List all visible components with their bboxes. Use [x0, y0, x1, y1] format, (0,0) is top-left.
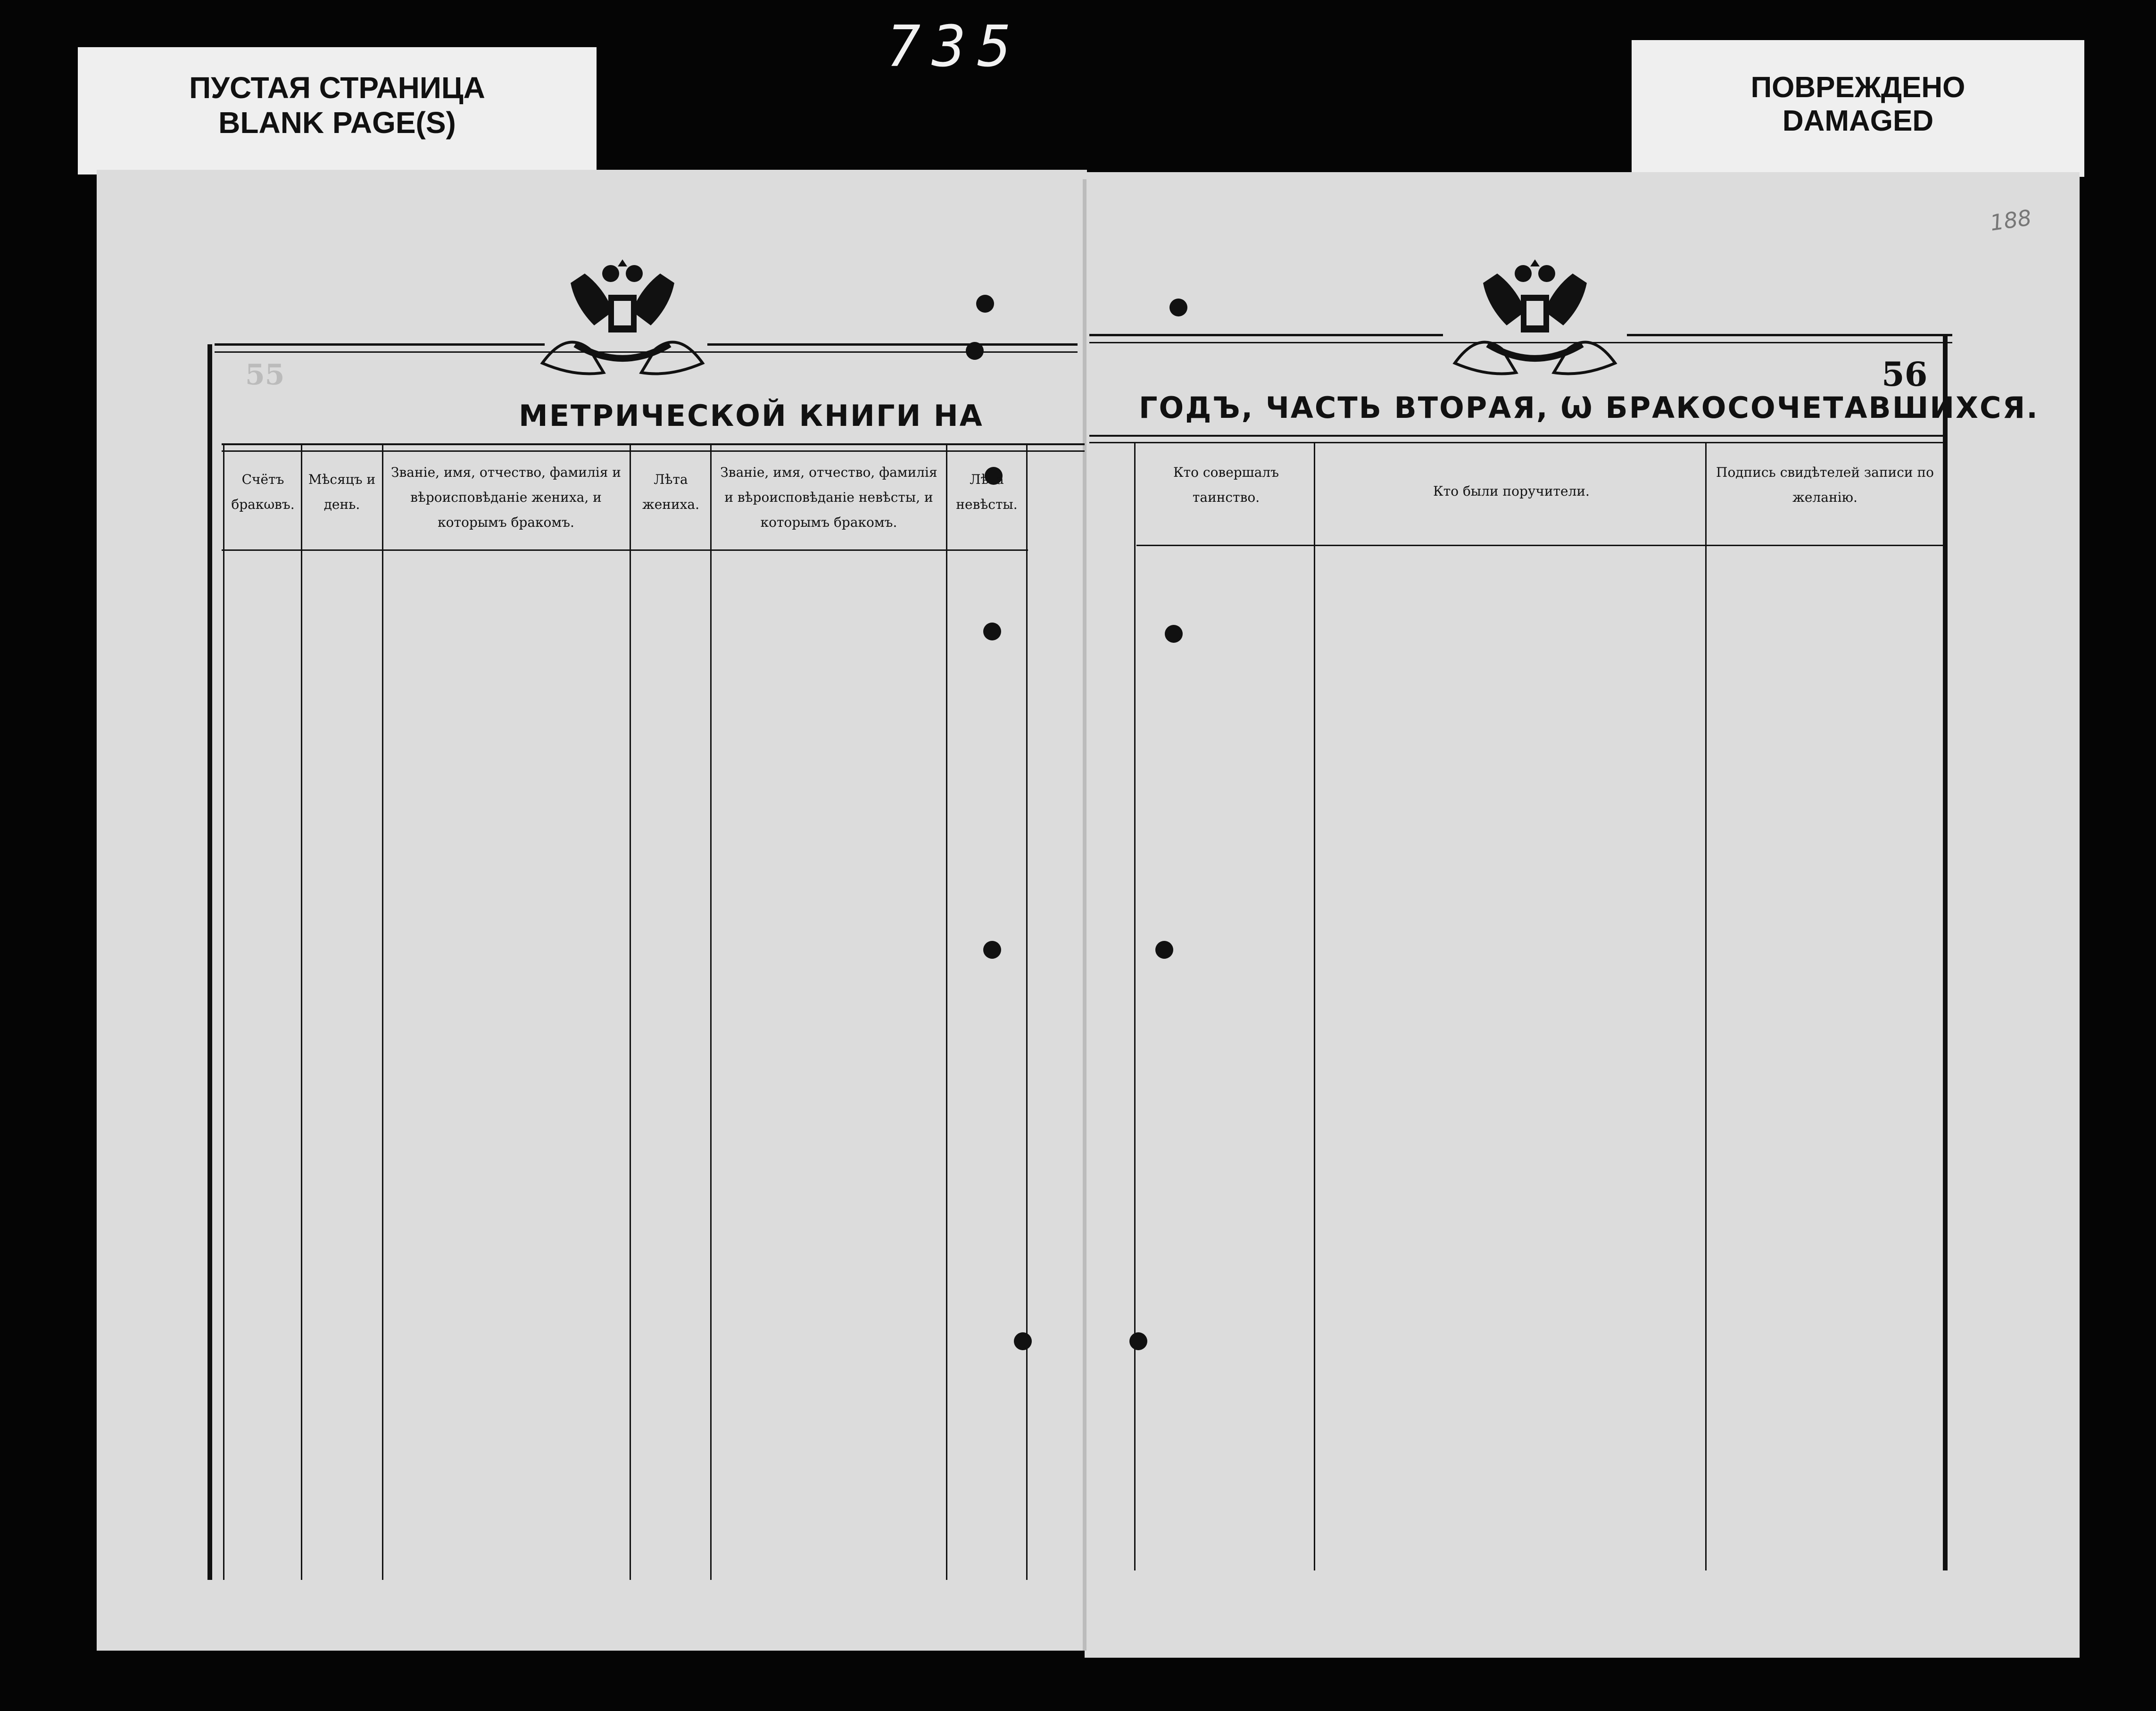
right-border-top	[1627, 334, 1952, 336]
left-border-left	[207, 344, 212, 1580]
left-page-mark: 55	[245, 358, 285, 391]
left-header-rule	[222, 443, 1085, 445]
left-header-rule	[222, 450, 1085, 452]
right-col-line	[1314, 443, 1315, 1570]
blank-page-tag-en: BLANK PAGE(S)	[218, 105, 456, 140]
blank-page-tag	[78, 47, 597, 174]
col-header-month-day: Мѣсяцъ и день.	[308, 472, 376, 513]
right-col-line	[1134, 443, 1136, 1570]
right-border-top	[1089, 334, 1443, 336]
left-col-line	[1026, 443, 1028, 1580]
punch-hole	[1165, 625, 1183, 643]
left-col-line	[223, 443, 224, 1580]
punch-hole	[983, 941, 1001, 959]
left-col-line	[946, 443, 947, 1580]
right-page-number: 56	[1882, 355, 1928, 394]
right-eagle-crest-icon	[1443, 255, 1627, 387]
col-header-officiant: Кто совершалъ таинство.	[1173, 465, 1279, 506]
col-header-bride-age: Лѣта невѣсты.	[956, 472, 1018, 513]
punch-hole	[1169, 299, 1187, 316]
punch-hole	[976, 295, 994, 313]
left-page	[97, 170, 1087, 1651]
book-spine	[1083, 179, 1086, 1651]
left-border-top	[707, 343, 1078, 346]
left-col-line	[630, 443, 631, 1580]
right-folio-number: 188	[1988, 205, 2033, 236]
punch-hole	[1129, 1332, 1147, 1350]
damaged-tag	[1632, 40, 2084, 177]
right-border-top-inner	[1089, 342, 1952, 343]
right-header-rule	[1089, 435, 1948, 437]
col-header-groom: Званіе, имя, отчество, фамилія и вѣроисповѣданіе жениха, и которымъ бракомъ.	[391, 465, 621, 531]
blank-page-tag-ru: ПУСТАЯ СТРАНИЦА	[189, 71, 485, 105]
col-header-guarantors: Кто были поручители.	[1433, 483, 1590, 499]
left-col-line	[710, 443, 712, 1580]
left-table-head-rule	[222, 549, 1028, 551]
left-col-line	[301, 443, 302, 1580]
punch-hole	[1155, 941, 1173, 959]
left-col-line	[382, 443, 383, 1580]
col-header-witness-signature: Подпись свидѣтелей записи по желанію.	[1716, 465, 1934, 506]
right-table-head-rule	[1136, 545, 1943, 546]
punch-hole	[1014, 1332, 1032, 1350]
col-header-marriage-count: Счётъ бракωвъ.	[231, 472, 295, 513]
right-page-header: ГОДЪ, ЧАСТЬ ВТОРАЯ, Ѡ БРАКОСОЧЕТАВШИХСЯ.	[1139, 390, 2039, 425]
damaged-tag-ru: ПОВРЕЖДЕНО	[1750, 71, 1965, 104]
left-border-top-inner	[215, 351, 1078, 353]
col-header-groom-age: Лѣта жениха.	[642, 472, 700, 513]
left-eagle-crest-icon	[533, 255, 712, 387]
col-header-bride: Званіе, имя, отчество, фамилія и вѣроисповѣданіе невѣсты, и которымъ бракомъ.	[720, 465, 937, 531]
left-border-top	[215, 343, 545, 346]
right-header-rule	[1089, 442, 1948, 443]
right-col-line	[1705, 443, 1707, 1570]
right-border-right	[1943, 335, 1948, 1570]
frame-number: 735	[887, 14, 1023, 80]
punch-hole	[983, 623, 1001, 640]
damaged-tag-en: DAMAGED	[1782, 105, 1934, 138]
left-page-header: МЕТРИЧЕСКОЙ КНИГИ НА	[519, 399, 984, 433]
